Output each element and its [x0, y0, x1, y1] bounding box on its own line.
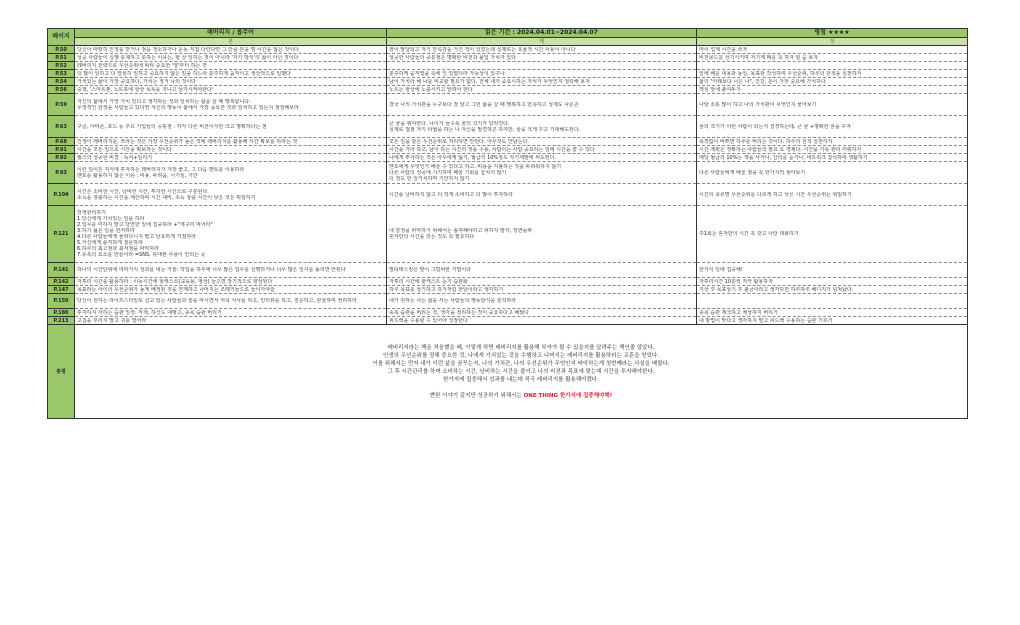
apply-cell: [697, 317, 968, 325]
table-row: [48, 78, 968, 86]
summary-line: 레버리지라는 책을 처음했을 때, 이렇게 하면 레버리지를 활용해 부자가 될 수 있을지를 알려주는 책인줄 알았다.: [387, 344, 655, 351]
cell-line: 시간을 모든 일으로 시간을 확보하는 것이다: [77, 146, 172, 153]
page-number: P.91: [48, 146, 75, 154]
realize-cell: [387, 146, 697, 154]
cell-line: 2.업무를 미하지 말고 당연한 일에 집중하라 +"개구리 먹어라": [77, 222, 213, 228]
table-row: [48, 263, 968, 278]
cell-line: 피드백을 수용할 수 있어야 성장한다: [389, 317, 468, 324]
apply-cell: [697, 94, 968, 116]
see-cell: [75, 309, 387, 317]
cell-line: 시간을 낭비하지 않고 더 적게 소비하고 더 많이 투자하라: [389, 191, 513, 198]
apply-cell: [697, 154, 968, 162]
realize-cell: [387, 278, 697, 286]
cell-line: 핵심 앞에 붙여두기: [699, 86, 741, 93]
cell-line: 혼자만의 시간을 갖는 것도 꼭 필요하다: [389, 234, 475, 240]
apply-cell: [697, 309, 968, 317]
see-cell: [75, 184, 387, 206]
cell-line: 5.자신에게 솔직하게 질문하라: [77, 240, 143, 246]
see-cell: [75, 162, 387, 184]
cell-line: 잠이 발달되고 자기 만족감을 가진 적이 있었는데 실제로는 효율적 시간 사용이 아니다: [389, 46, 576, 53]
apply-cell: [697, 86, 968, 94]
see-cell: [75, 206, 387, 263]
cell-line: 더 많이 일하고 더 열심히 일하고 중요하지 않은 일을 하느라 분주하게 움직이고 생산적으로 일했다: [77, 70, 291, 77]
apply-cell: [697, 62, 968, 70]
table-row: [48, 294, 968, 309]
cell-line: 인생이 레버리지를, 쓰라는 것은 가장 우선순위가 높은 것에 레버리지를 활용해 시간 확보를 하라는 것: [77, 138, 298, 145]
cell-line: 성공 사람들이 실행 통제하고 롯하는 이유는, 항 상 일하는 것이 아니라 '자기 방식'의 삶이 아닌 것이다: [77, 54, 299, 61]
realize-cell: [387, 86, 697, 94]
apply-cell: [697, 116, 968, 138]
summary-highlight: ONE THING 한가지에 집중해야해!: [523, 392, 613, 399]
see-cell: [75, 54, 387, 62]
cell-line: 소득을 창출하는 시간을 계산하며 시간 대비, 소득 창출 시간이 낮은 것은 위임하기: [77, 194, 256, 201]
see-cell: [75, 78, 387, 86]
cell-line: 멀티태스킹은 말이 그럴싸한 기법이다: [389, 267, 472, 273]
cell-line: 자투리 시간에 핫캐스트 듣기 습관화: [389, 278, 468, 285]
realize-cell: [387, 46, 697, 54]
cell-line: 목표라는 아이의 우선순위가 높게 배정된 것을 연계하고 나머지는 조레거들으로 들이가야함: [77, 286, 275, 293]
apply-cell: [697, 263, 968, 278]
reading-period-header: 읽은 기간 : 2024.04.01~2024.04.07: [387, 29, 697, 38]
page-number: P.142: [48, 278, 75, 286]
cell-line: 종목 습관 제크하고 체상하지 버리기: [699, 309, 778, 316]
cell-line: 당신이 마땅히 인정을 받거나 점을 정소하거나 운동 직접 다린다면 그 만큼 돈을 벌 시간을 잃은 것이다: [77, 46, 299, 53]
see-cell: [75, 70, 387, 78]
table-row: [48, 70, 968, 78]
apply-cell: [697, 206, 968, 263]
page-number: P.56: [48, 86, 75, 94]
cell-line: 일에 배운 내용과 동일, 목표관 작성하며 우선순위, 하루의 원칙을 실천하자: [699, 70, 862, 77]
cell-line: 6.하루의 최고점과 최저점을 파악하라: [77, 246, 159, 252]
cell-line: 투자하지 자하는 습관 일정: 직책, 하신도 대행고, 종목 습관 버리기: [77, 309, 222, 316]
cell-line: 시간 계획은 정확하는 사람들의 필요 효 경제다. 시간을 기록 관리 미뤄하자: [699, 146, 862, 153]
table-row: [48, 309, 968, 317]
cell-line: 3.하기 싫은 일을 먼저하라: [77, 228, 135, 234]
cell-line: 감정관리하기: [77, 210, 106, 216]
summary-cell: [75, 325, 968, 419]
cell-line: 4.다른 사람들에게 물려다니지 말고 단호하게 거절하라: [77, 234, 196, 240]
page-number: P.63: [48, 116, 75, 138]
summary-label: 총평: [48, 325, 75, 419]
cell-line: 실제로 접점 자기 타협을 하는 나 자신을 발견하곤 하지만, 꿈을 크게 꾸고 기대해도된다.: [389, 126, 581, 133]
realize-cell: [387, 116, 697, 138]
see-cell: [75, 62, 387, 70]
table-row: [48, 116, 968, 138]
table-row: [48, 184, 968, 206]
page-column-header: 페이지: [48, 29, 75, 46]
realize-cell: [387, 62, 697, 70]
page-number: P.68: [48, 138, 75, 146]
cell-line: 시간의 종류별 우선순위를 다르게 하고 낮은 시간 우선순위는 위임하기: [699, 191, 852, 198]
apply-cell: [697, 146, 968, 154]
cell-line: 레버리지 전략으로 우선순위에 따라 중요한 '양'부터 하는 것: [77, 62, 207, 69]
summary-lines: [77, 344, 965, 384]
table-row: [48, 138, 968, 146]
see-cell: [75, 278, 387, 286]
review-table: [47, 28, 968, 419]
summary-line: 인생의 우선순위를 정해 중요한 것, 나에게 가치있는 것을 수행하고 나머지는 레버리지를 활용하라는 교훈을 얻었다.: [383, 352, 659, 359]
cell-line: 마이 업계 시간을 쓰자: [699, 46, 748, 53]
cell-line: 월스의 성공한 비결 : 독서+일리기: [77, 154, 153, 161]
summary-closing: [77, 392, 965, 400]
review-sheet: [47, 28, 967, 419]
cell-line: 결국 나의 가치관을 누구보다 잘 알고 그런 삶을 살 때 행복하고 만족하고 성제도 나온곤: [389, 101, 579, 108]
page-number: P.54: [48, 78, 75, 86]
page-number: P.141: [48, 263, 75, 278]
cell-line: 노트는 항상에 노출시키고 알려야 한다: [389, 86, 473, 93]
cell-line: 성공한 사람들의 공통점은 명확한 비전과 몰입 가치가 있다: [389, 54, 517, 61]
cell-line: 매달 월급의 10%는 책을 사거나, 강의를 듣거나, 네트워크 참석하며 생활하기: [699, 154, 868, 161]
cell-line: 큰 꿈을 꿔야한다. 나이가 들수록 꿈의 크기가 달라진다.: [389, 120, 510, 127]
see-cell: [75, 146, 387, 154]
apply-cell: [697, 162, 968, 184]
page-number: P.52: [48, 62, 75, 70]
cell-line: 기상 후 목표상기 후 불금이라고 생각하면 하루하루 배디지가 넘쳐났다.: [699, 286, 854, 293]
summary-line: 한가지에 집중해서 성과를 내는데 적극 레버리지를 활용해야겠다.: [443, 376, 599, 383]
apply-cell: [697, 286, 968, 294]
realize-cell: [387, 138, 697, 146]
cell-line: 하나의 시간단위에 여러가지 성과를 내는 기술: 작업을 하루에 너무 많은 업무를 실행하거나 너무 많은 일시를 돌리면 안된다: [77, 267, 346, 273]
apply-cell: [697, 184, 968, 206]
page-number: P.51: [48, 54, 75, 62]
realize-cell: [387, 154, 697, 162]
see-subheader: 본: [75, 38, 387, 46]
cell-line: 목적없이 바쁘면 하루를 버리는 것이다. 하루의 원칙 실천하자: [699, 138, 833, 145]
apply-cell: [697, 46, 968, 54]
realize-cell: [387, 206, 697, 263]
cell-line: 비전보드를 상기시키며 자기계 매를 꼭 하자 힐 음 보자: [699, 54, 818, 61]
cell-line: 당신이 원하는 라이프스타일로 살고 있는 사람들과 술을 마시면서 저녁 식사를 하고, 인터뷰를 하고, 질문하고, 관찰하며 정리하라: [77, 298, 357, 304]
realize-subheader: 깨: [387, 38, 697, 46]
cell-line: 자신의 삶에서 가장 가치 있다고 생각하는 것과 일치하는 삶을 살 때 행복합니다.: [77, 98, 251, 105]
page-number: P.59: [48, 94, 75, 116]
realize-cell: [387, 294, 697, 309]
table-row: [48, 278, 968, 286]
apply-cell: [697, 278, 968, 286]
table-row: [48, 154, 968, 162]
cell-line: 무정적인 감정을 사람들고 있다면 자신의 행동이 삶에서 가장 중요한 것과 일치하고 있는지 점검해보라: [77, 104, 299, 111]
cell-line: 다른 사람의 성공에 시기하며 배울 기회를 놓치지 않기: [389, 169, 507, 176]
cell-line: 중책, '스마트폰, 노트북에 항상 목록을 지니고 상기시켜야한다': [77, 86, 214, 93]
realize-cell: [387, 286, 697, 294]
summary-closing-text: 뻔한 이야기 같지만 성공하기 위해서는: [429, 392, 524, 399]
cell-line: 가치있는 삶이 가장 중요하다, 가치는 정거 나의 것이다: [77, 78, 196, 85]
see-cell: [75, 317, 387, 325]
cell-line: 자투리 시간을 활용하라 : 이동시간에 핫캐스트(교육용, 영상) 들으면 장기적으로 향상된다: [77, 278, 273, 285]
cell-line: 나랑 소통 많이 하고 나의 가치관이 무엇인지 물어보기: [699, 101, 817, 108]
page-number: P.93: [48, 162, 75, 184]
cell-line: 남이 가치라 해 나를 비교할 필요가 없다, 전체 내가 중요시하는 가치가 무엇인지 정리해 보자: [389, 78, 590, 85]
apply-cell: [697, 70, 968, 78]
table-row: [48, 206, 968, 263]
page-number: P.92: [48, 154, 75, 162]
see-cell: [75, 286, 387, 294]
cell-line: 주1회는 혼자만의 시간 꼭 갖고 나랑 대화하기: [699, 231, 799, 237]
summary-line: 그 후 시간관리를 하며 소비하는 시간, 낭비하는 시간을 줄이고 나의 비전과 목표에 맞는데 시간을 투자해야한다.: [387, 368, 655, 375]
cell-line: 멘토에게 무엇인가 배울 수 있다고 하고, 비용을 지불하는 것을 두려워하지 않기: [389, 163, 562, 170]
realize-cell: [387, 78, 697, 86]
cell-line: 이런 일이든 지식에 투자하는 레버리지가 가장 좋고, 그 다음 멘토를 이용하라: [77, 166, 245, 173]
apply-cell: [697, 138, 968, 146]
cell-line: 더 정도 한 일거치하며 기만하지 않기: [389, 175, 470, 182]
table-row: [48, 54, 968, 62]
cell-line: 분주하게 움직였을 속에 인 일였더라 가능성이 있구나: [389, 70, 505, 77]
table-row: [48, 146, 968, 154]
page-number: P.147: [48, 286, 75, 294]
page-number: P.50: [48, 46, 75, 54]
table-row: [48, 86, 968, 94]
page-number: P.104: [48, 184, 75, 206]
cell-line: 종목 습관을 버리는 것, 생각을 정리하는 것이 중요하다고 배웠다: [389, 309, 529, 316]
realize-cell: [387, 184, 697, 206]
realize-cell: [387, 94, 697, 116]
table-row: [48, 317, 968, 325]
cell-line: 멘토를 활용하지 않은 이유 : 비용, 두려움, 시기심, 기만: [77, 172, 198, 179]
realize-cell: [387, 162, 697, 184]
realize-cell: [387, 70, 697, 78]
apply-subheader: 적: [697, 38, 968, 46]
table-row: [48, 162, 968, 184]
table-row: [48, 62, 968, 70]
cell-line: 내가 원하는 사는 삶을 사는 사람들의 행동방식을 분석하라: [389, 298, 517, 304]
page-number: P.121: [48, 206, 75, 263]
see-cell: [75, 294, 387, 309]
realize-cell: [387, 309, 697, 317]
rating-header: 평점 ★★★★: [697, 29, 968, 38]
cell-line: 나에게 투자하는 것은 아무에게 잃기, 월급의 10%정도 자기계발에 써도된다.: [389, 154, 557, 161]
apply-cell: [697, 54, 968, 62]
page-number: P.53: [48, 70, 75, 78]
see-cell: [75, 116, 387, 138]
cell-line: 1.당신에게 가치있는 일을 하라: [77, 216, 145, 222]
see-cell: [75, 154, 387, 162]
book-title-header: 레버리지 / 롭무어: [75, 29, 387, 38]
table-row: [48, 286, 968, 294]
page-number: P.150: [48, 294, 75, 309]
table-row: [48, 94, 968, 116]
see-cell: [75, 94, 387, 116]
realize-cell: [387, 54, 697, 62]
cell-line: 7.유혹의 요소를 만들이라 =SNS, 휴대폰 사용이 안되는 곳: [77, 252, 206, 258]
cell-line: 시간은 소비한 시간, 낭비한 시간, 투자한 시간으로 구분된다.: [77, 188, 209, 195]
realize-cell: [387, 317, 697, 325]
cell-line: 구글, 아마존, 포드 등 주요 기업들의 공통점 : 각자 다른 비전이지만 크고 명확하다는 점: [77, 123, 267, 130]
cell-line: 삶의 "아래보다 나은 나", 건강, 돈이 가장 중요해 가치하다: [699, 78, 826, 85]
see-cell: [75, 138, 387, 146]
apply-cell: [697, 78, 968, 86]
cell-line: 모든 일을 같은 우선순위로 처리하면 안된다. 아무것도 안남는다.: [389, 138, 529, 145]
cell-line: 하루 목표를 상기하고 휴가처럼 한달이라고 생각하기: [389, 286, 504, 293]
cell-line: 내 방법이 맞다고 생각하지 말고 피드백 수용하는 습관 기르기: [699, 317, 833, 324]
page-number: P.180: [48, 309, 75, 317]
cell-line: 자투리시간 10분씩 직극 활용하자: [699, 278, 773, 285]
realize-cell: [387, 263, 697, 278]
see-cell: [75, 46, 387, 54]
apply-cell: [697, 294, 968, 309]
see-cell: [75, 263, 387, 278]
cell-line: 시간을 가라 하고, 남이 하는 시간의 것을 수용, 사람이는 사람 중요하는 일에 시간을 쓸 수 있다: [389, 146, 595, 153]
cell-line: 한가지 일에 집중해!: [699, 267, 743, 273]
cell-line: 내 감정을 파악하기 위해서는 솔직해야하고 피하지 말자, 정면돌파: [389, 228, 533, 234]
summary-line: 이를 위해서는 먼저 내가 이런 삶을 꿈꾸는지, 나의 가치관, 나의 우선순위가 무엇인지 파악하는게 첫번째라는 사실을 배웠다.: [372, 360, 670, 367]
cell-line: 고집을 부리지 말고 귀를 열어라: [77, 317, 147, 324]
table-row: [48, 46, 968, 54]
cell-line: 다른 사람들에게 배울 점을 꼭 한가지씩 찾아보기: [699, 169, 806, 176]
page-number: P.213: [48, 317, 75, 325]
cell-line: 꿈의 크기가 이런 사람이 되는지 결정하는데, 큰 꿈 +명확한 꿈을 꾸자: [699, 123, 852, 130]
see-cell: [75, 86, 387, 94]
